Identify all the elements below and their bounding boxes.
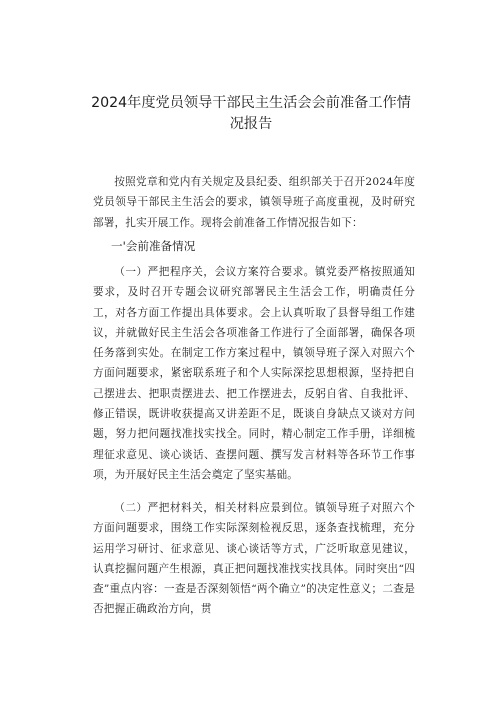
intro-paragraph: 按照党章和党内有关规定及县纪委、组织部关于召开2024年度党员领导干部民主生活会的要求，镇领导班子高度重视，及时研究部署，扎实开展工作。现将会前准备工作情况报告如下： [93, 176, 415, 229]
document-title: 2024年度党员领导干部民主生活会会前准备工作情况报告 [91, 95, 411, 132]
body-paragraph: （一）严把程序关，会议方案符合要求。镇党委严格按照通知要求，及时召开专题会议研究部署民主生活会工作，明确责任分工，对各方面工作提出具体要求。会上认真听取了县督导组工作建议，并就做好民主生活会各项准备工作进行了全面部署，确保各项任务落到实处。在制定工作方案过程中，镇领导班子深入对照六个方面问题要求，紧密联系班子和个人实际深挖思想根源，坚持把自己摆进去、把职责摆进去、把工作摆进去，反躬自省、自我批评、修正错误，既讲收获提高又讲差距不足，既谈自身缺点又谈对方问题，努力把问题找准找实找全。同时，精心制定工作手册，详细梳理征求意见、谈心谈话、查摆问题、撰写发言材料等各环节工作事项，为开展好民主生活会奠定了坚实基础。 [93, 266, 415, 481]
section-heading: 一'会前准备情况 [111, 239, 196, 253]
body-paragraph: （二）严把材料关，相关材料应景到位。镇领导班子对照六个方面问题要求，围绕工作实际深刻检视反思，逐条查找梳理，充分运用学习研讨、征求意见、谈心谈话等方式，广泛听取意见建议，认真挖掘问题产生根源，真正把问题找准找实找具体。同时突出“四查”重点内容：一查是否深刻领悟“两个确立”的决定性意义；二查是否把握正确政治方向，贯 [93, 502, 415, 616]
